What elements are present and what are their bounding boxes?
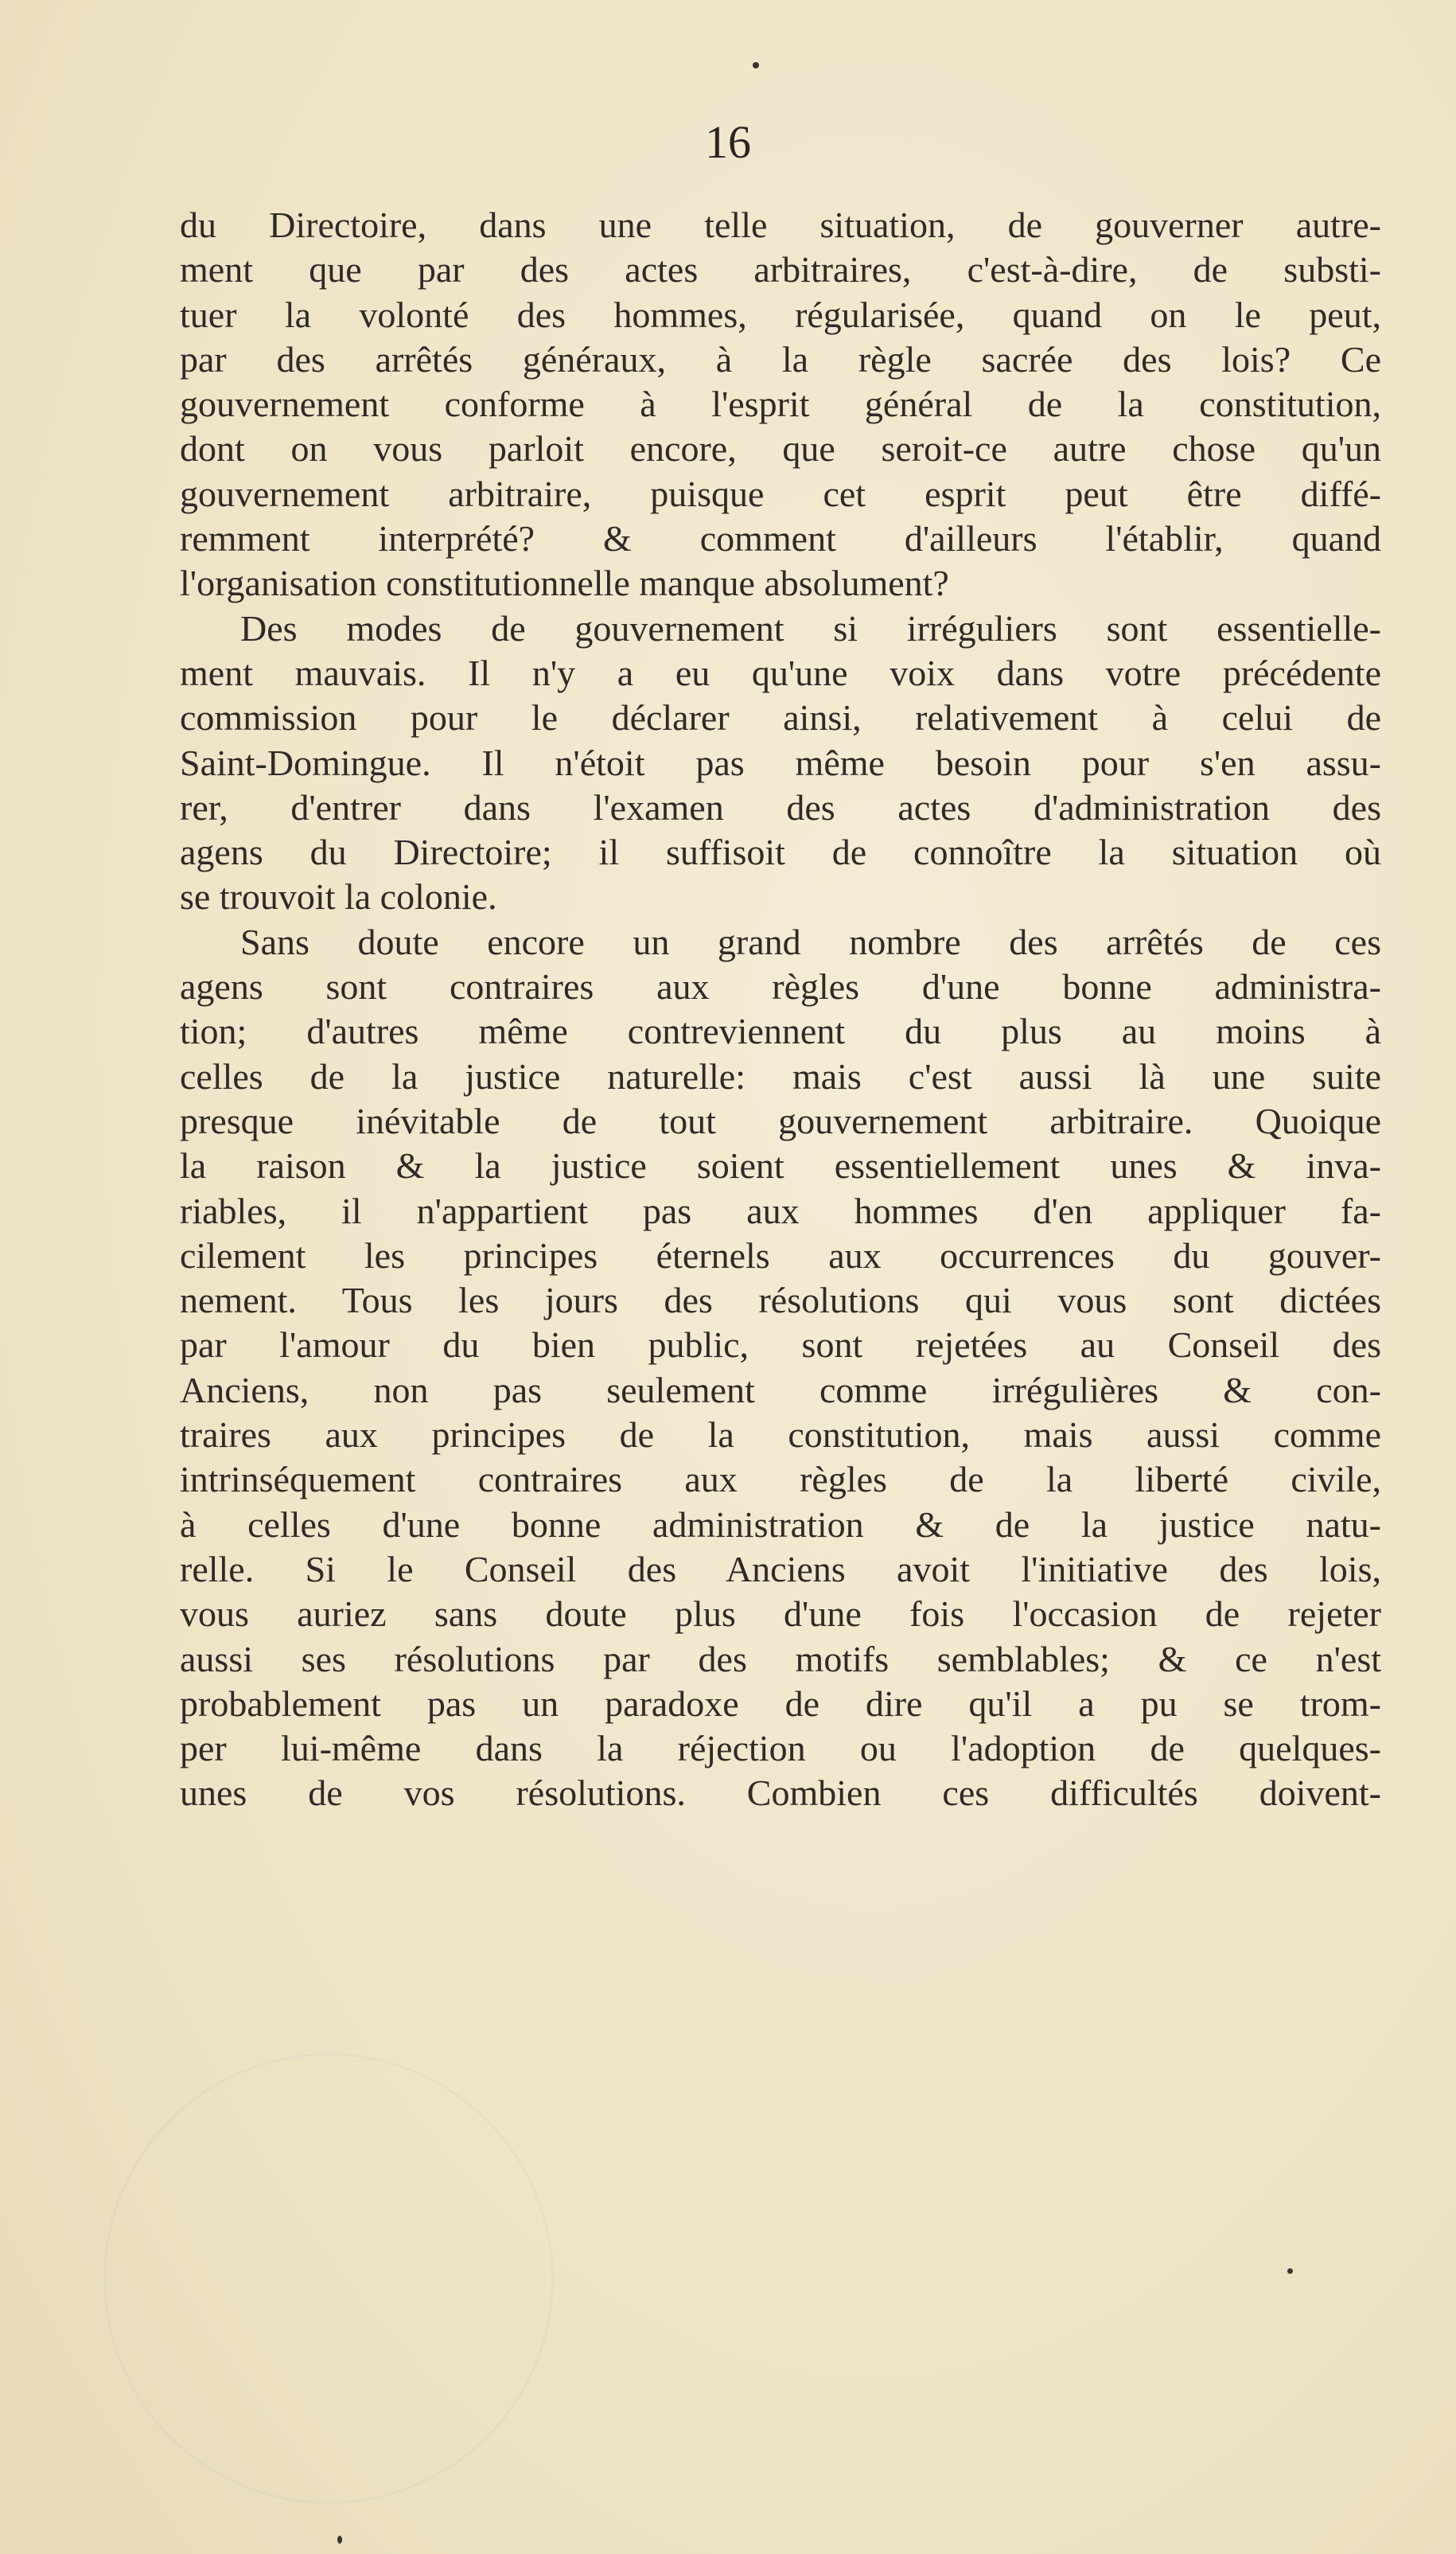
text-line: la raison & la justice soient essentiellement unes & inva- — [180, 1145, 1381, 1187]
paragraph — [180, 203, 1381, 606]
text-line: vous auriez sans doute plus d'une fois l'occasion de rejeter — [180, 1593, 1381, 1635]
text-line: par l'amour du bien public, sont rejetées au Conseil des — [180, 1324, 1381, 1366]
text-line: agens sont contraires aux règles d'une bonne administra- — [180, 966, 1381, 1008]
text-line: rer, d'entrer dans l'examen des actes d'administration des — [180, 786, 1381, 828]
text-line: à celles d'une bonne administration & de la justice natu- — [180, 1503, 1381, 1545]
ink-speck — [1287, 2268, 1293, 2274]
text-line: remment interprété? & comment d'ailleurs l'établir, quand — [180, 518, 1381, 560]
text-line: Sans doute encore un grand nombre des arrêtés de ces — [240, 921, 1381, 962]
paragraph — [180, 920, 1381, 1816]
ink-speck — [753, 62, 759, 68]
text-line: aussi ses résolutions par des motifs semblables; & ce n'est — [180, 1638, 1381, 1679]
text-line: commission pour le déclarer ainsi, relativement à celui de — [180, 697, 1381, 739]
text-line: unes de vos résolutions. Combien ces difficultés doivent- — [180, 1772, 1381, 1814]
text-line: intrinséquement contraires aux règles de la liberté civile, — [180, 1459, 1381, 1500]
text-line: nement. Tous les jours des résolutions qui vous sont dictées — [180, 1280, 1381, 1321]
text-line: Anciens, non pas seulement comme irrégulières & con- — [180, 1369, 1381, 1410]
text-line: tion; d'autres même contreviennent du plus au moins à — [180, 1011, 1381, 1052]
text-line: ment mauvais. Il n'y a eu qu'une voix dans votre précédente — [180, 652, 1381, 693]
text-line: Saint-Domingue. Il n'étoit pas même besoin pour s'en assu- — [180, 742, 1381, 783]
text-line: tuer la volonté des hommes, régularisée, quand on le peut, — [180, 294, 1381, 335]
page-number: 16 — [705, 116, 751, 168]
text-line: l'organisation constitutionnelle manque absolument? — [180, 563, 949, 604]
text-line: agens du Directoire; il suffisoit de connoître la situation où — [180, 832, 1381, 873]
faint-library-stamp — [103, 2053, 554, 2504]
text-line: riables, il n'appartient pas aux hommes d'en appliquer fa- — [180, 1190, 1381, 1231]
text-line: Des modes de gouvernement si irréguliers sont essentielle- — [240, 607, 1381, 649]
text-line: relle. Si le Conseil des Anciens avoit l'initiative des lois, — [180, 1548, 1381, 1589]
text-line: dont on vous parloit encore, que seroit-ce autre chose qu'un — [180, 428, 1381, 470]
paragraph — [180, 606, 1381, 920]
text-line: traires aux principes de la constitution, mais aussi comme — [180, 1414, 1381, 1456]
text-line: par des arrêtés généraux, à la règle sacrée des lois? Ce — [180, 338, 1381, 380]
text-line: celles de la justice naturelle: mais c'est aussi là une suite — [180, 1055, 1381, 1097]
text-line: se trouvoit la colonie. — [180, 876, 497, 918]
text-line: presque inévitable de tout gouvernement arbitraire. Quoique — [180, 1100, 1381, 1141]
text-line: gouvernement arbitraire, puisque cet esprit peut être diffé- — [180, 473, 1381, 514]
text-line: cilement les principes éternels aux occurrences du gouver- — [180, 1234, 1381, 1276]
text-body — [180, 203, 1381, 1816]
ink-speck — [337, 2536, 342, 2544]
text-line: gouvernement conforme à l'esprit général de la constitution, — [180, 384, 1381, 425]
text-line: du Directoire, dans une telle situation, de gouverner autre- — [180, 205, 1381, 245]
text-line: per lui-même dans la réjection ou l'adoption de quelques- — [180, 1728, 1381, 1769]
text-line: ment que par des actes arbitraires, c'est-à-dire, de substi- — [180, 249, 1381, 290]
text-line: probablement pas un paradoxe de dire qu'il a pu se trom- — [180, 1683, 1381, 1724]
